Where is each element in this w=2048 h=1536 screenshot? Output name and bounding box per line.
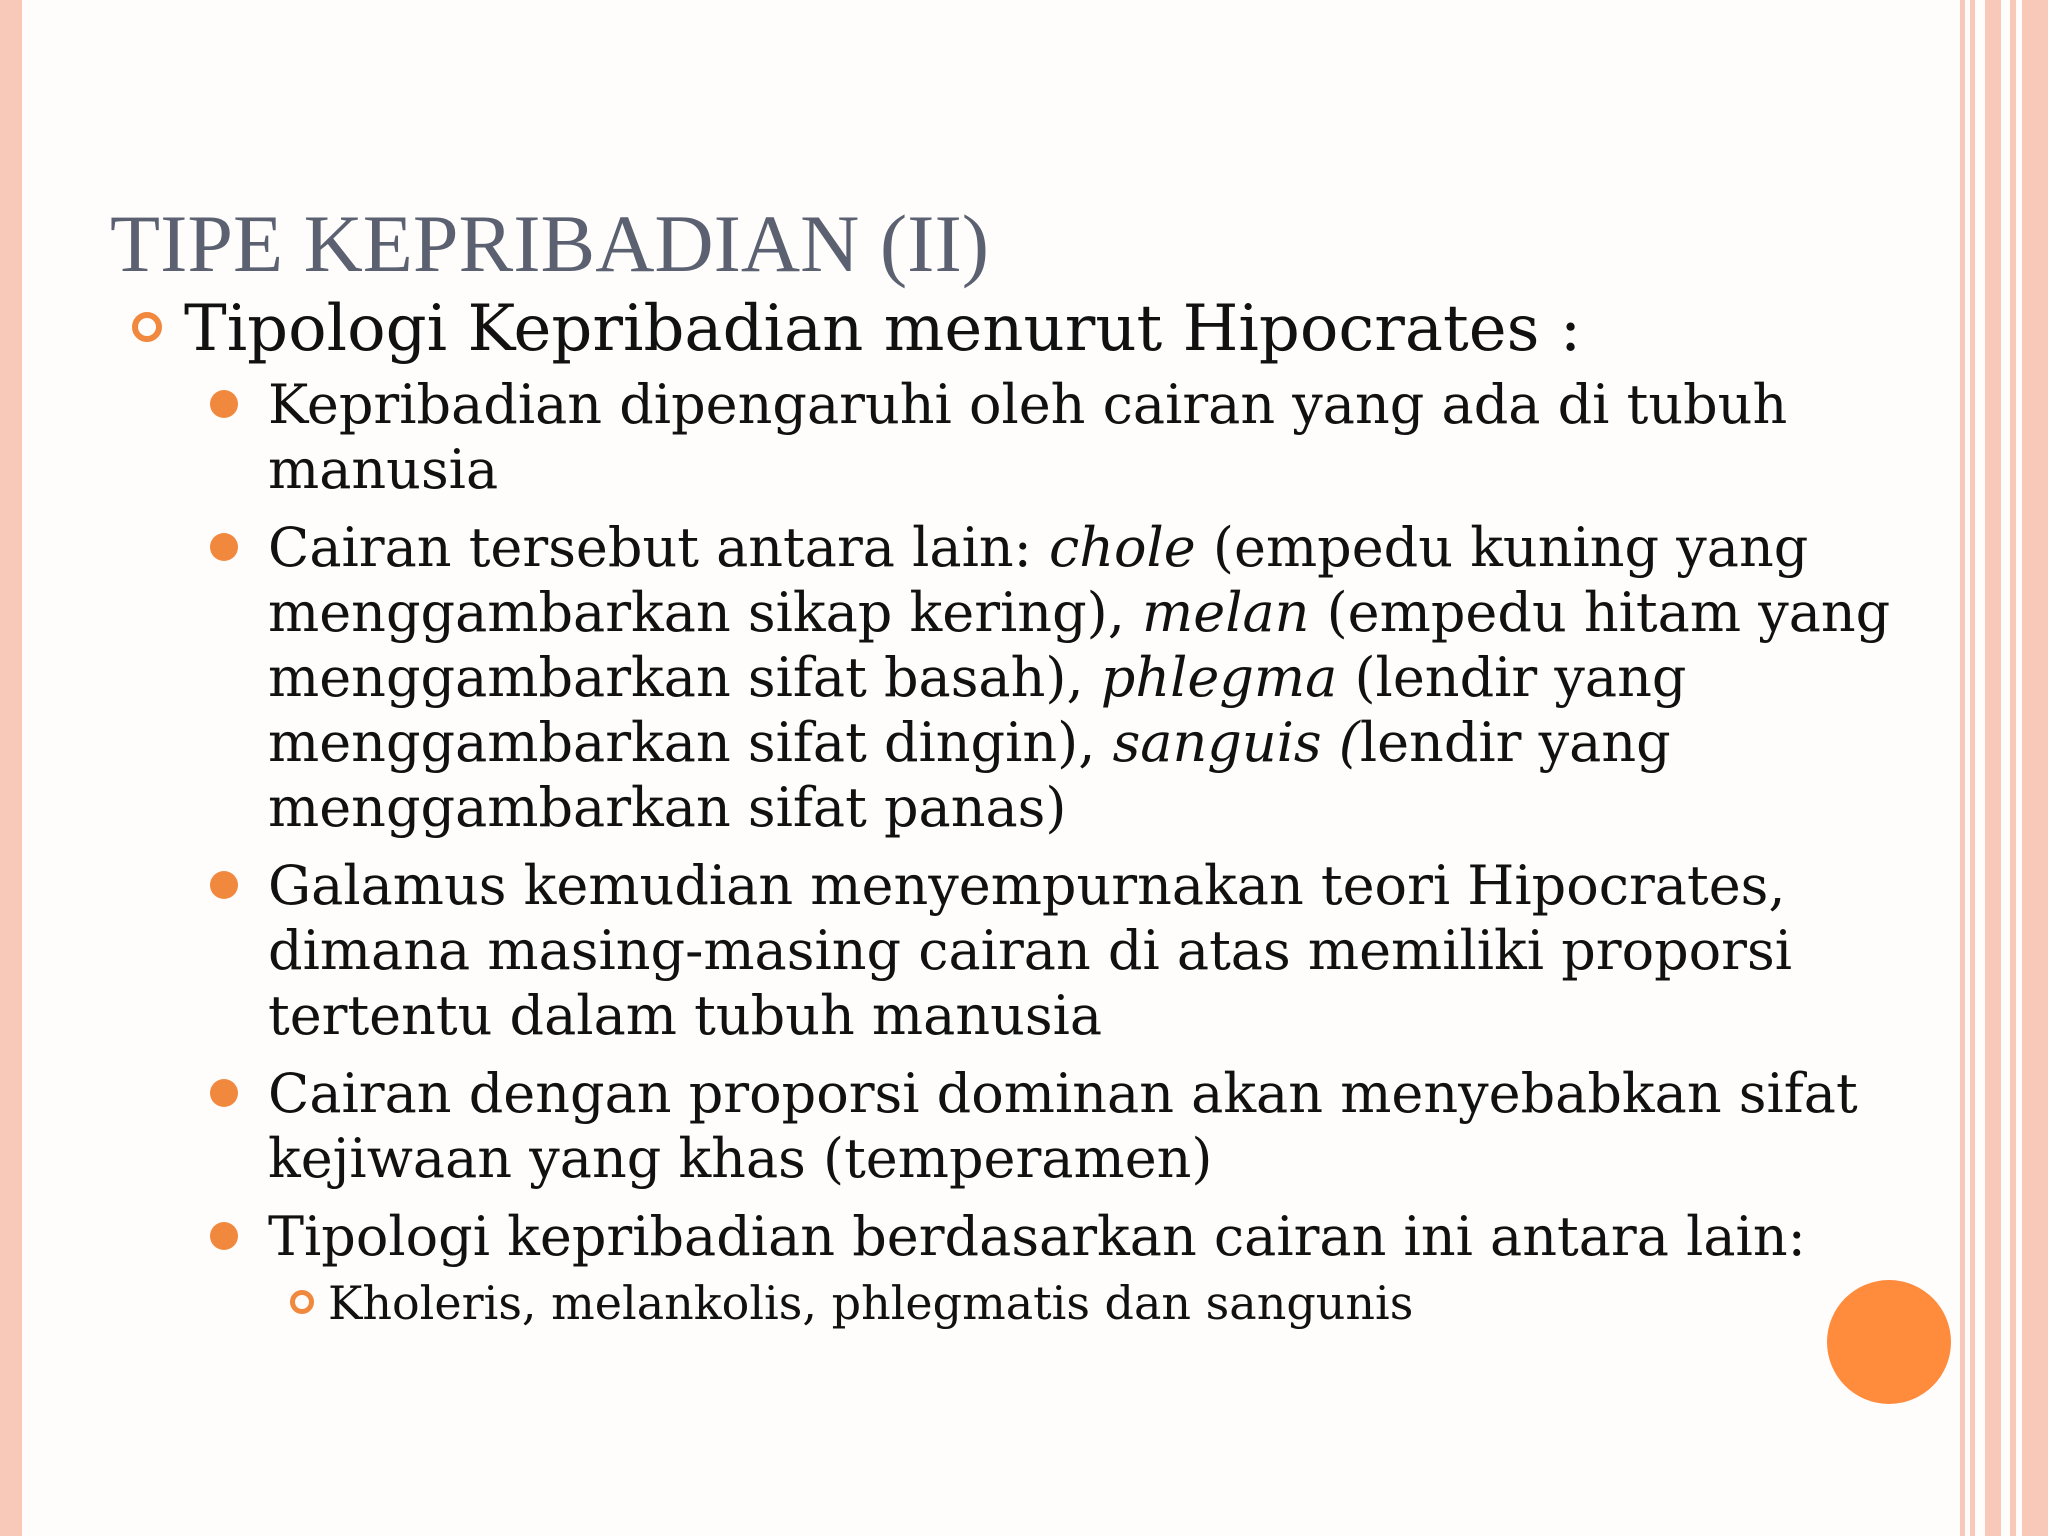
bullet-line — [268, 580, 1948, 645]
bullet-text: Kepribadian dipengaruhi oleh cairan yang ada di tubuh — [268, 373, 1788, 436]
bullet-line — [268, 1061, 1948, 1126]
right-border-stripe — [1960, 0, 1965, 1536]
bullet-text: lendir yang — [1359, 711, 1671, 774]
bullet-text: manusia — [268, 438, 499, 501]
ring-bullet-icon — [132, 312, 162, 342]
bullet-line — [268, 372, 1948, 437]
bullet-text: tertentu dalam tubuh manusia — [268, 984, 1103, 1047]
bullet-text: Cairan dengan proporsi dominan akan menyebabkan sifat — [268, 1062, 1858, 1125]
bullet-text: dimana masing-masing cairan di atas memiliki proporsi — [268, 919, 1792, 982]
bullet-text: menggambarkan sifat basah), — [268, 646, 1101, 709]
right-border-stripe — [1985, 0, 2001, 1536]
heading-bullet — [0, 290, 1940, 368]
bullet-text: menggambarkan sifat dingin), — [268, 711, 1113, 774]
bullet-text: (empedu hitam yang — [1309, 581, 1891, 644]
slide-title: TIPE KEPRIBADIAN (II) — [110, 198, 990, 289]
right-border-stripe — [1970, 0, 1975, 1536]
right-border-stripe — [2010, 0, 2016, 1536]
decorative-circle — [1827, 1280, 1951, 1404]
bullet-line — [268, 1126, 1948, 1191]
dot-bullet-icon — [210, 871, 238, 899]
bullet-text: kejiwaan yang khas (temperamen) — [268, 1127, 1213, 1190]
dot-bullet-icon — [210, 390, 238, 418]
bullet-line — [268, 515, 1948, 580]
italic-term: melan — [1142, 581, 1310, 644]
bullet-line — [268, 775, 1948, 840]
right-border-stripe — [2022, 0, 2048, 1536]
bullet-line — [268, 645, 1948, 710]
bullet-line — [268, 437, 1948, 502]
dot-bullet-icon — [210, 1222, 238, 1250]
bullet-text: Tipologi kepribadian berdasarkan cairan ini antara lain: — [268, 1205, 1806, 1268]
bullet-item — [0, 515, 1948, 840]
bullet-item — [0, 372, 1948, 502]
bullet-text: menggambarkan sikap kering), — [268, 581, 1143, 644]
slide-content — [0, 290, 1940, 1332]
italic-term: chole — [1049, 516, 1196, 579]
italic-term: phlegma — [1100, 646, 1338, 709]
bullet-line — [268, 1204, 1948, 1269]
bullet-line — [268, 853, 1948, 918]
sub-bullet-text: Kholeris, melankolis, phlegmatis dan sangunis — [328, 1276, 1414, 1330]
bullet-text: Cairan tersebut antara lain: — [268, 516, 1049, 579]
bullet-line — [268, 710, 1948, 775]
dot-bullet-icon — [210, 533, 238, 561]
heading-text: Tipologi Kepribadian menurut Hipocrates : — [184, 292, 1582, 366]
bullet-item — [0, 853, 1948, 1048]
bullet-line — [268, 918, 1948, 983]
bullet-text: (lendir yang — [1337, 646, 1687, 709]
bullet-text: menggambarkan sifat panas) — [268, 776, 1067, 839]
bullet-text: (empedu kuning yang — [1195, 516, 1809, 579]
sub-bullet — [0, 1274, 1940, 1332]
ring-bullet-icon — [290, 1290, 314, 1314]
dot-bullet-icon — [210, 1079, 238, 1107]
bullet-line — [268, 983, 1948, 1048]
bullet-list — [0, 372, 1940, 1269]
bullet-item — [0, 1061, 1948, 1191]
bullet-item — [0, 1204, 1948, 1269]
bullet-text: Galamus kemudian menyempurnakan teori Hipocrates, — [268, 854, 1786, 917]
italic-term: sanguis ( — [1112, 711, 1360, 774]
